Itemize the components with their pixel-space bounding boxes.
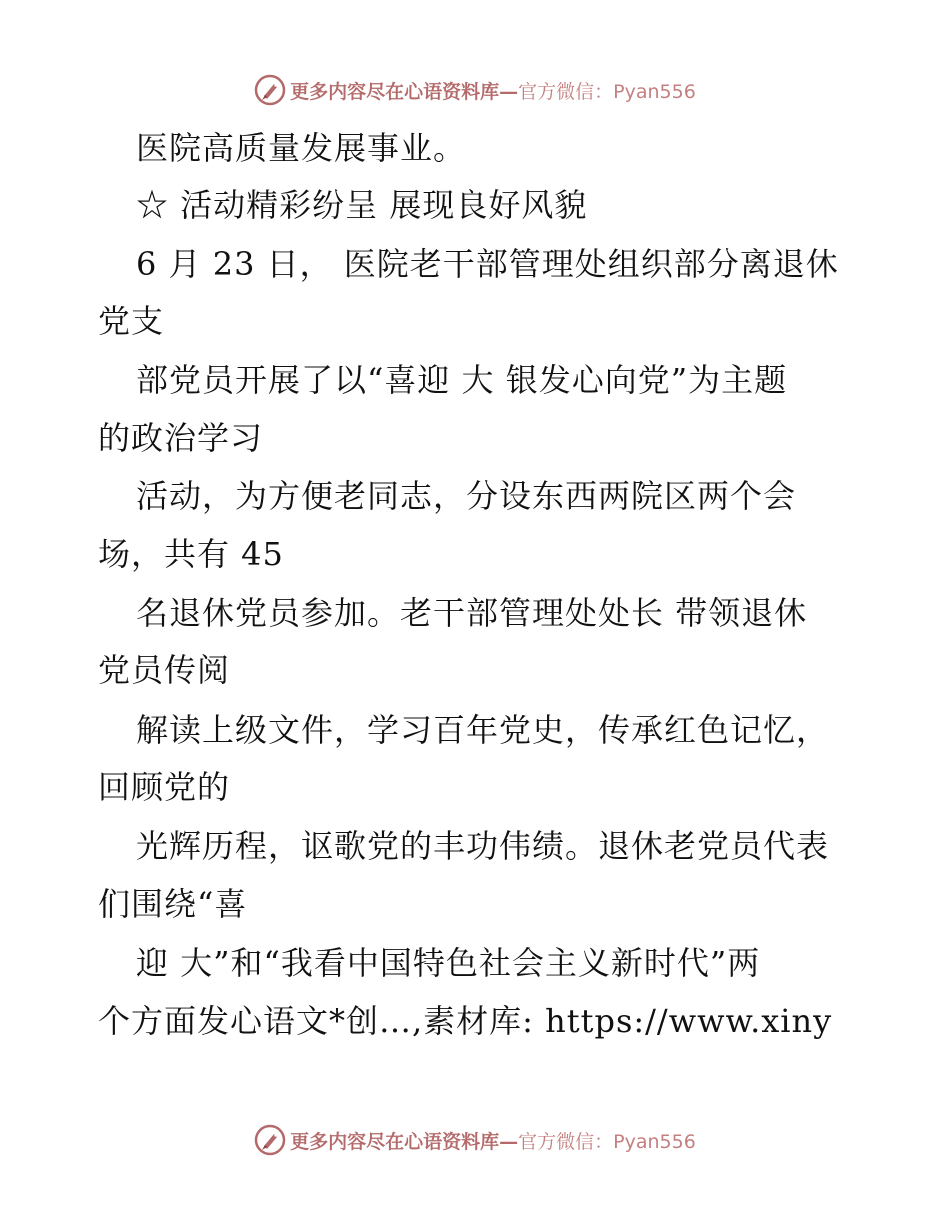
text-line: 解读上级文件，学习百年党史，传承红色记忆， [136,711,830,749]
text-line: ☆ 活动精彩纷呈 展现良好风貌 [136,186,588,224]
watermark-text: 更多内容尽在心语资料库— [290,80,519,103]
fountain-pen-logo-icon [254,74,286,106]
watermark-wechat: 官方微信：Pyan556 [518,80,696,103]
text-line: 迎 大”和“我看中国特色社会主义新时代”两 [136,944,761,982]
text-line: 活动，为方便老同志，分设东西两院区两个会 [136,477,797,515]
text-line: 个方面发心语文*创…,素材库: https://www.xiny [98,1002,833,1040]
watermark-text: 更多内容尽在心语资料库— [290,1130,519,1153]
fountain-pen-logo-icon [254,1124,286,1156]
text-line: 名退休党员参加。老干部管理处处长 带领退休 [136,594,808,632]
text-line: 党支 [98,302,165,340]
text-line: 场，共有 45 [98,535,284,573]
text-line: 党员传阅 [98,651,231,689]
text-line: 医院高质量发展事业。 [136,129,467,167]
header-watermark-banner [0,72,950,108]
text-line: 部党员开展了以“喜迎 大 银发心向党”为主题 [136,361,788,399]
text-line: 光辉历程，讴歌党的丰功伟绩。退休老党员代表 [136,827,830,865]
text-line: 的政治学习 [98,419,264,457]
text-line: 回顾党的 [98,768,231,806]
text-line: 6 月 23 日， 医院老干部管理处组织部分离退休 [136,245,839,283]
watermark-wechat: 官方微信：Pyan556 [518,1130,696,1153]
footer-watermark-banner [0,1122,950,1158]
text-line: 们围绕“喜 [98,885,248,923]
